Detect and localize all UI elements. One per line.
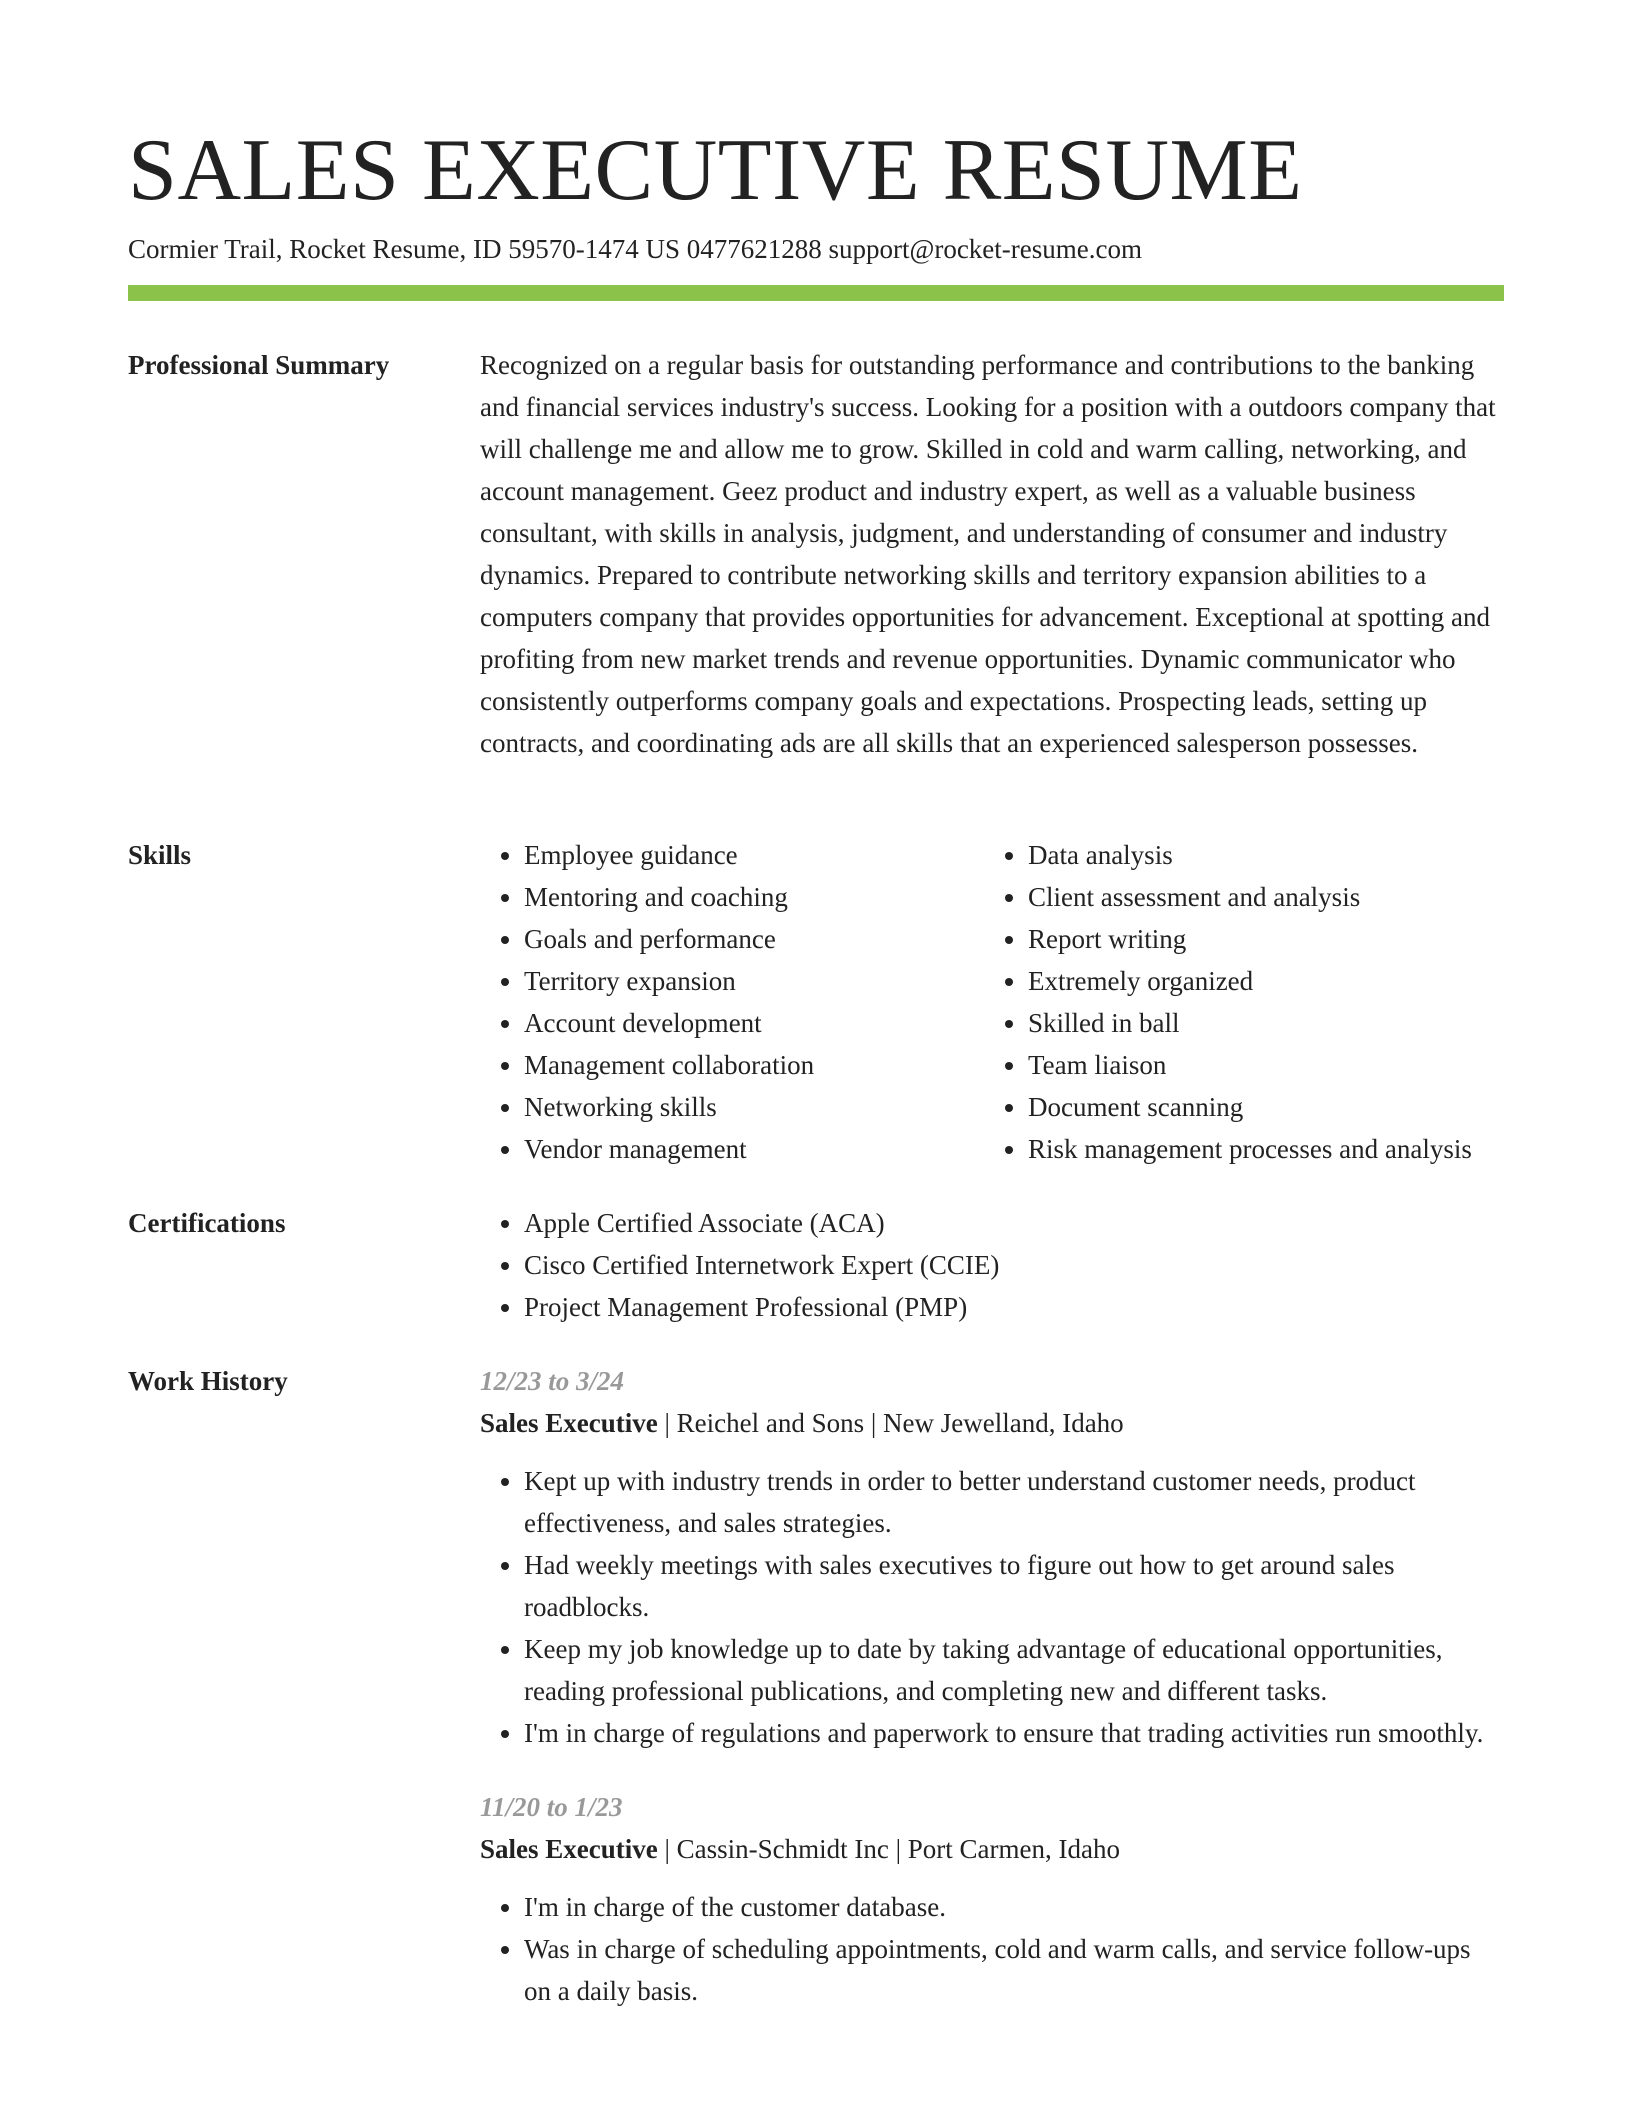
skill-item: • Skilled in ball <box>1028 1002 1504 1044</box>
job-entry <box>480 1786 1504 2012</box>
job-title: Sales Executive <box>480 1408 658 1438</box>
job-heading <box>480 1828 1504 1870</box>
certification-item: • Apple Certified Associate (ACA) <box>524 1202 1504 1244</box>
skill-item: • Account development <box>524 1002 984 1044</box>
skill-item: • Management collaboration <box>524 1044 984 1086</box>
certification-item: • Project Management Professional (PMP) <box>524 1286 1504 1328</box>
work-history-label: Work History <box>128 1366 288 1396</box>
skill-item: • Territory expansion <box>524 960 984 1002</box>
skill-item: • Mentoring and coaching <box>524 876 984 918</box>
skill-item: • Extremely organized <box>1028 960 1504 1002</box>
job-bullets <box>480 1886 1504 2012</box>
certifications-label: Certifications <box>128 1208 286 1238</box>
skills-list-left <box>480 834 984 1170</box>
job-bullet: • Had weekly meetings with sales executives to figure out how to get around sales roadblocks. <box>524 1544 1504 1628</box>
skill-item: • Data analysis <box>1028 834 1504 876</box>
job-heading <box>480 1402 1504 1444</box>
skills-label: Skills <box>128 840 192 870</box>
job-bullet: • Keep my job knowledge up to date by taking advantage of educational opportunities, reading professional publications, and completing new and different tasks. <box>524 1628 1504 1712</box>
skills-list-right <box>984 834 1504 1170</box>
skill-item: • Goals and performance <box>524 918 984 960</box>
job-bullet: • Was in charge of scheduling appointments, cold and warm calls, and service follow-ups on a daily basis. <box>524 1928 1504 2012</box>
skill-item: • Document scanning <box>1028 1086 1504 1128</box>
job-bullets <box>480 1460 1504 1754</box>
contact-line: Cormier Trail, Rocket Resume, ID 59570-1474 US 0477621288 support@rocket-resume.com <box>128 234 1142 264</box>
job-bullet: • I'm in charge of the customer database. <box>524 1886 1504 1928</box>
skill-item: • Client assessment and analysis <box>1028 876 1504 918</box>
job-bullet: • Kept up with industry trends in order to better understand customer needs, product effectiveness, and sales strategies. <box>524 1460 1504 1544</box>
job-details: | Reichel and Sons | New Jewelland, Idaho <box>657 1408 1124 1438</box>
job-dates: 12/23 to 3/24 <box>480 1366 625 1396</box>
job-details: | Cassin-Schmidt Inc | Port Carmen, Idaho <box>657 1834 1120 1864</box>
page-title: SALES EXECUTIVE RESUME <box>128 122 1303 219</box>
header-divider <box>128 285 1504 301</box>
skill-item: • Networking skills <box>524 1086 984 1128</box>
job-entry <box>480 1360 1504 1754</box>
skill-item: • Risk management processes and analysis <box>1028 1128 1504 1170</box>
summary-text: Recognized on a regular basis for outstanding performance and contributions to the banking and financial services industry's success. Looking for a position with a outdoors company that will challenge me and allow me to grow. Skilled in cold and warm calling, networking, and account management. Geez product and industry expert, as well as a valuable business consultant, with skills in analysis, judgment, and understanding of consumer and industry dynamics. Prepared to contribute networking skills and territory expansion abilities to a computers company that provides opportunities for advancement. Exceptional at spotting and profiting from new market trends and revenue opportunities. Dynamic communicator who consistently outperforms company goals and expectations. Prospecting leads, setting up contracts, and coordinating ads are all skills that an experienced salesperson possesses. <box>480 350 1496 758</box>
job-bullet: • I'm in charge of regulations and paperwork to ensure that trading activities run smoothly. <box>524 1712 1504 1754</box>
job-title: Sales Executive <box>480 1834 658 1864</box>
skill-item: • Report writing <box>1028 918 1504 960</box>
job-dates: 11/20 to 1/23 <box>480 1792 623 1822</box>
skill-item: • Vendor management <box>524 1128 984 1170</box>
certification-item: • Cisco Certified Internetwork Expert (CCIE) <box>524 1244 1504 1286</box>
skill-item: • Employee guidance <box>524 834 984 876</box>
skill-item: • Team liaison <box>1028 1044 1504 1086</box>
summary-label: Professional Summary <box>128 350 390 380</box>
certifications-list <box>480 1202 1504 1328</box>
